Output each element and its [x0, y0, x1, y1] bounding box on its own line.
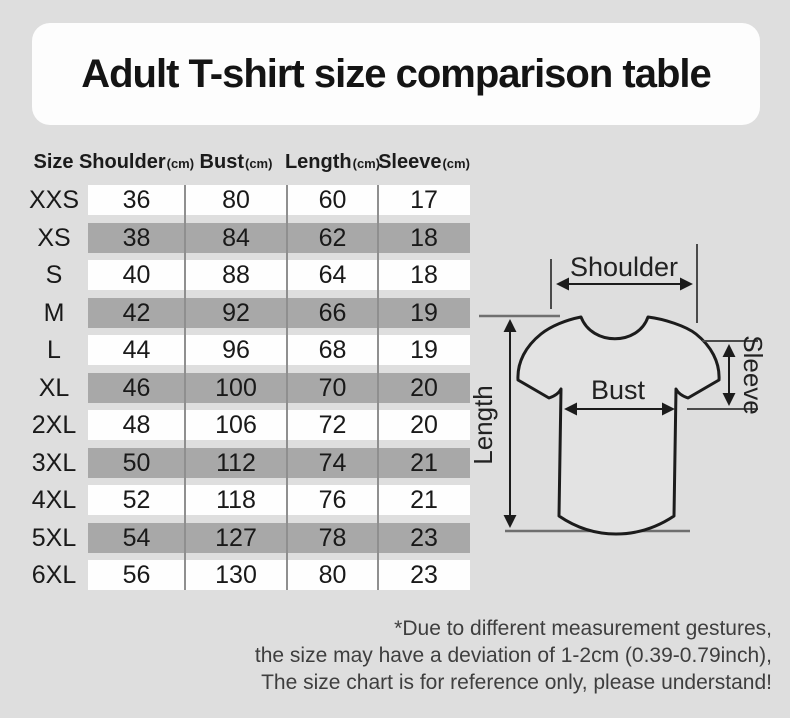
- length-cell: 70: [287, 373, 378, 403]
- sleeve-cell: 19: [378, 335, 470, 365]
- size-cell: 6XL: [31, 561, 77, 589]
- size-cell: XS: [37, 223, 71, 252]
- bust-cell: 100: [185, 373, 287, 403]
- size-cell: L: [47, 336, 61, 364]
- footnote: [172, 615, 772, 696]
- shoulder-label: Shoulder: [569, 252, 679, 282]
- size-cell: 4XL: [31, 486, 77, 514]
- table-row: [20, 373, 470, 403]
- shoulder-cell: 54: [88, 523, 185, 553]
- size-table: [20, 148, 470, 590]
- column-divider: [377, 185, 379, 590]
- length-cell: 72: [287, 410, 378, 440]
- table-body: [20, 185, 470, 590]
- sleeve-cell: 21: [378, 448, 470, 478]
- table-row: [20, 223, 470, 253]
- col-header-unit: (cm): [166, 155, 195, 171]
- shoulder-cell: 48: [88, 410, 185, 440]
- sleeve-cell: 23: [378, 560, 470, 590]
- size-cell: XL: [38, 373, 70, 402]
- table-row: [20, 260, 470, 290]
- bust-cell: 130: [185, 560, 287, 590]
- size-cell: M: [43, 298, 65, 327]
- col-header-size: [20, 151, 88, 174]
- length-cell: 76: [287, 485, 378, 515]
- page-title: Adult T-shirt size comparison table: [81, 51, 711, 96]
- length-cell: 80: [287, 560, 378, 590]
- size-cell: XXS: [28, 186, 80, 214]
- col-header-label: Length: [284, 150, 352, 173]
- table-row: [20, 335, 470, 365]
- col-header-sleeve: [378, 151, 470, 174]
- footnote-line: The size chart is for reference only, please understand!: [261, 671, 772, 694]
- col-header-label: Size: [33, 150, 74, 173]
- length-label: Length: [468, 385, 498, 465]
- bust-cell: 127: [185, 523, 287, 553]
- shoulder-cell: 46: [88, 373, 185, 403]
- col-header-label: Bust: [199, 150, 244, 173]
- footnote-line: the size may have a deviation of 1-2cm (0.39-0.79inch),: [254, 644, 772, 667]
- table-row: [20, 485, 470, 515]
- table-row: [20, 448, 470, 478]
- size-cell: 3XL: [31, 448, 77, 477]
- length-cell: 60: [287, 185, 378, 215]
- table-row: [20, 298, 470, 328]
- bust-cell: 88: [185, 260, 287, 290]
- col-header-length: [284, 150, 381, 174]
- shoulder-cell: 50: [88, 448, 185, 478]
- table-row: [20, 410, 470, 440]
- sleeve-cell: 20: [378, 410, 470, 440]
- table-row: [20, 560, 470, 590]
- table-header-row: [20, 148, 470, 176]
- sleeve-cell: 17: [378, 185, 470, 215]
- bust-cell: 118: [185, 485, 287, 515]
- bust-cell: 96: [185, 335, 287, 365]
- length-cell: 74: [287, 448, 378, 478]
- bust-cell: 80: [185, 185, 287, 215]
- column-divider: [184, 185, 186, 590]
- shoulder-cell: 52: [88, 485, 185, 515]
- sleeve-label: Sleeve: [738, 335, 768, 415]
- col-header-label: Sleeve: [378, 150, 442, 173]
- measurement-diagram: [468, 230, 790, 565]
- footnote-line: *Due to different measurement gestures,: [394, 617, 772, 640]
- shoulder-cell: 40: [88, 260, 185, 290]
- length-cell: 68: [287, 335, 378, 365]
- sleeve-cell: 18: [378, 223, 470, 253]
- bust-cell: 84: [185, 223, 287, 253]
- shoulder-cell: 42: [88, 298, 185, 328]
- title-banner: [32, 23, 760, 125]
- sleeve-cell: 21: [378, 485, 470, 515]
- size-cell: 2XL: [31, 411, 77, 439]
- col-header-bust: [185, 151, 287, 174]
- shoulder-cell: 44: [88, 335, 185, 365]
- col-header-unit: (cm): [352, 155, 381, 171]
- table-row: [20, 185, 470, 215]
- col-header-label: Shoulder: [78, 150, 166, 173]
- length-cell: 78: [287, 523, 378, 553]
- table-row: [20, 523, 470, 553]
- col-header-unit: (cm): [245, 155, 273, 171]
- bust-cell: 112: [185, 448, 287, 478]
- column-divider: [286, 185, 288, 590]
- sleeve-cell: 18: [378, 260, 470, 290]
- size-cell: 5XL: [31, 523, 77, 552]
- bust-cell: 92: [185, 298, 287, 328]
- length-cell: 62: [287, 223, 378, 253]
- sleeve-cell: 23: [378, 523, 470, 553]
- sleeve-cell: 20: [378, 373, 470, 403]
- length-cell: 66: [287, 298, 378, 328]
- sleeve-cell: 19: [378, 298, 470, 328]
- tshirt-outline: [518, 317, 719, 534]
- shoulder-cell: 36: [88, 185, 185, 215]
- col-header-shoulder: [78, 150, 195, 174]
- bust-label: Bust: [590, 375, 646, 405]
- shoulder-cell: 38: [88, 223, 185, 253]
- size-cell: S: [45, 261, 63, 289]
- bust-cell: 106: [185, 410, 287, 440]
- col-header-unit: (cm): [442, 155, 470, 171]
- shoulder-cell: 56: [88, 560, 185, 590]
- length-cell: 64: [287, 260, 378, 290]
